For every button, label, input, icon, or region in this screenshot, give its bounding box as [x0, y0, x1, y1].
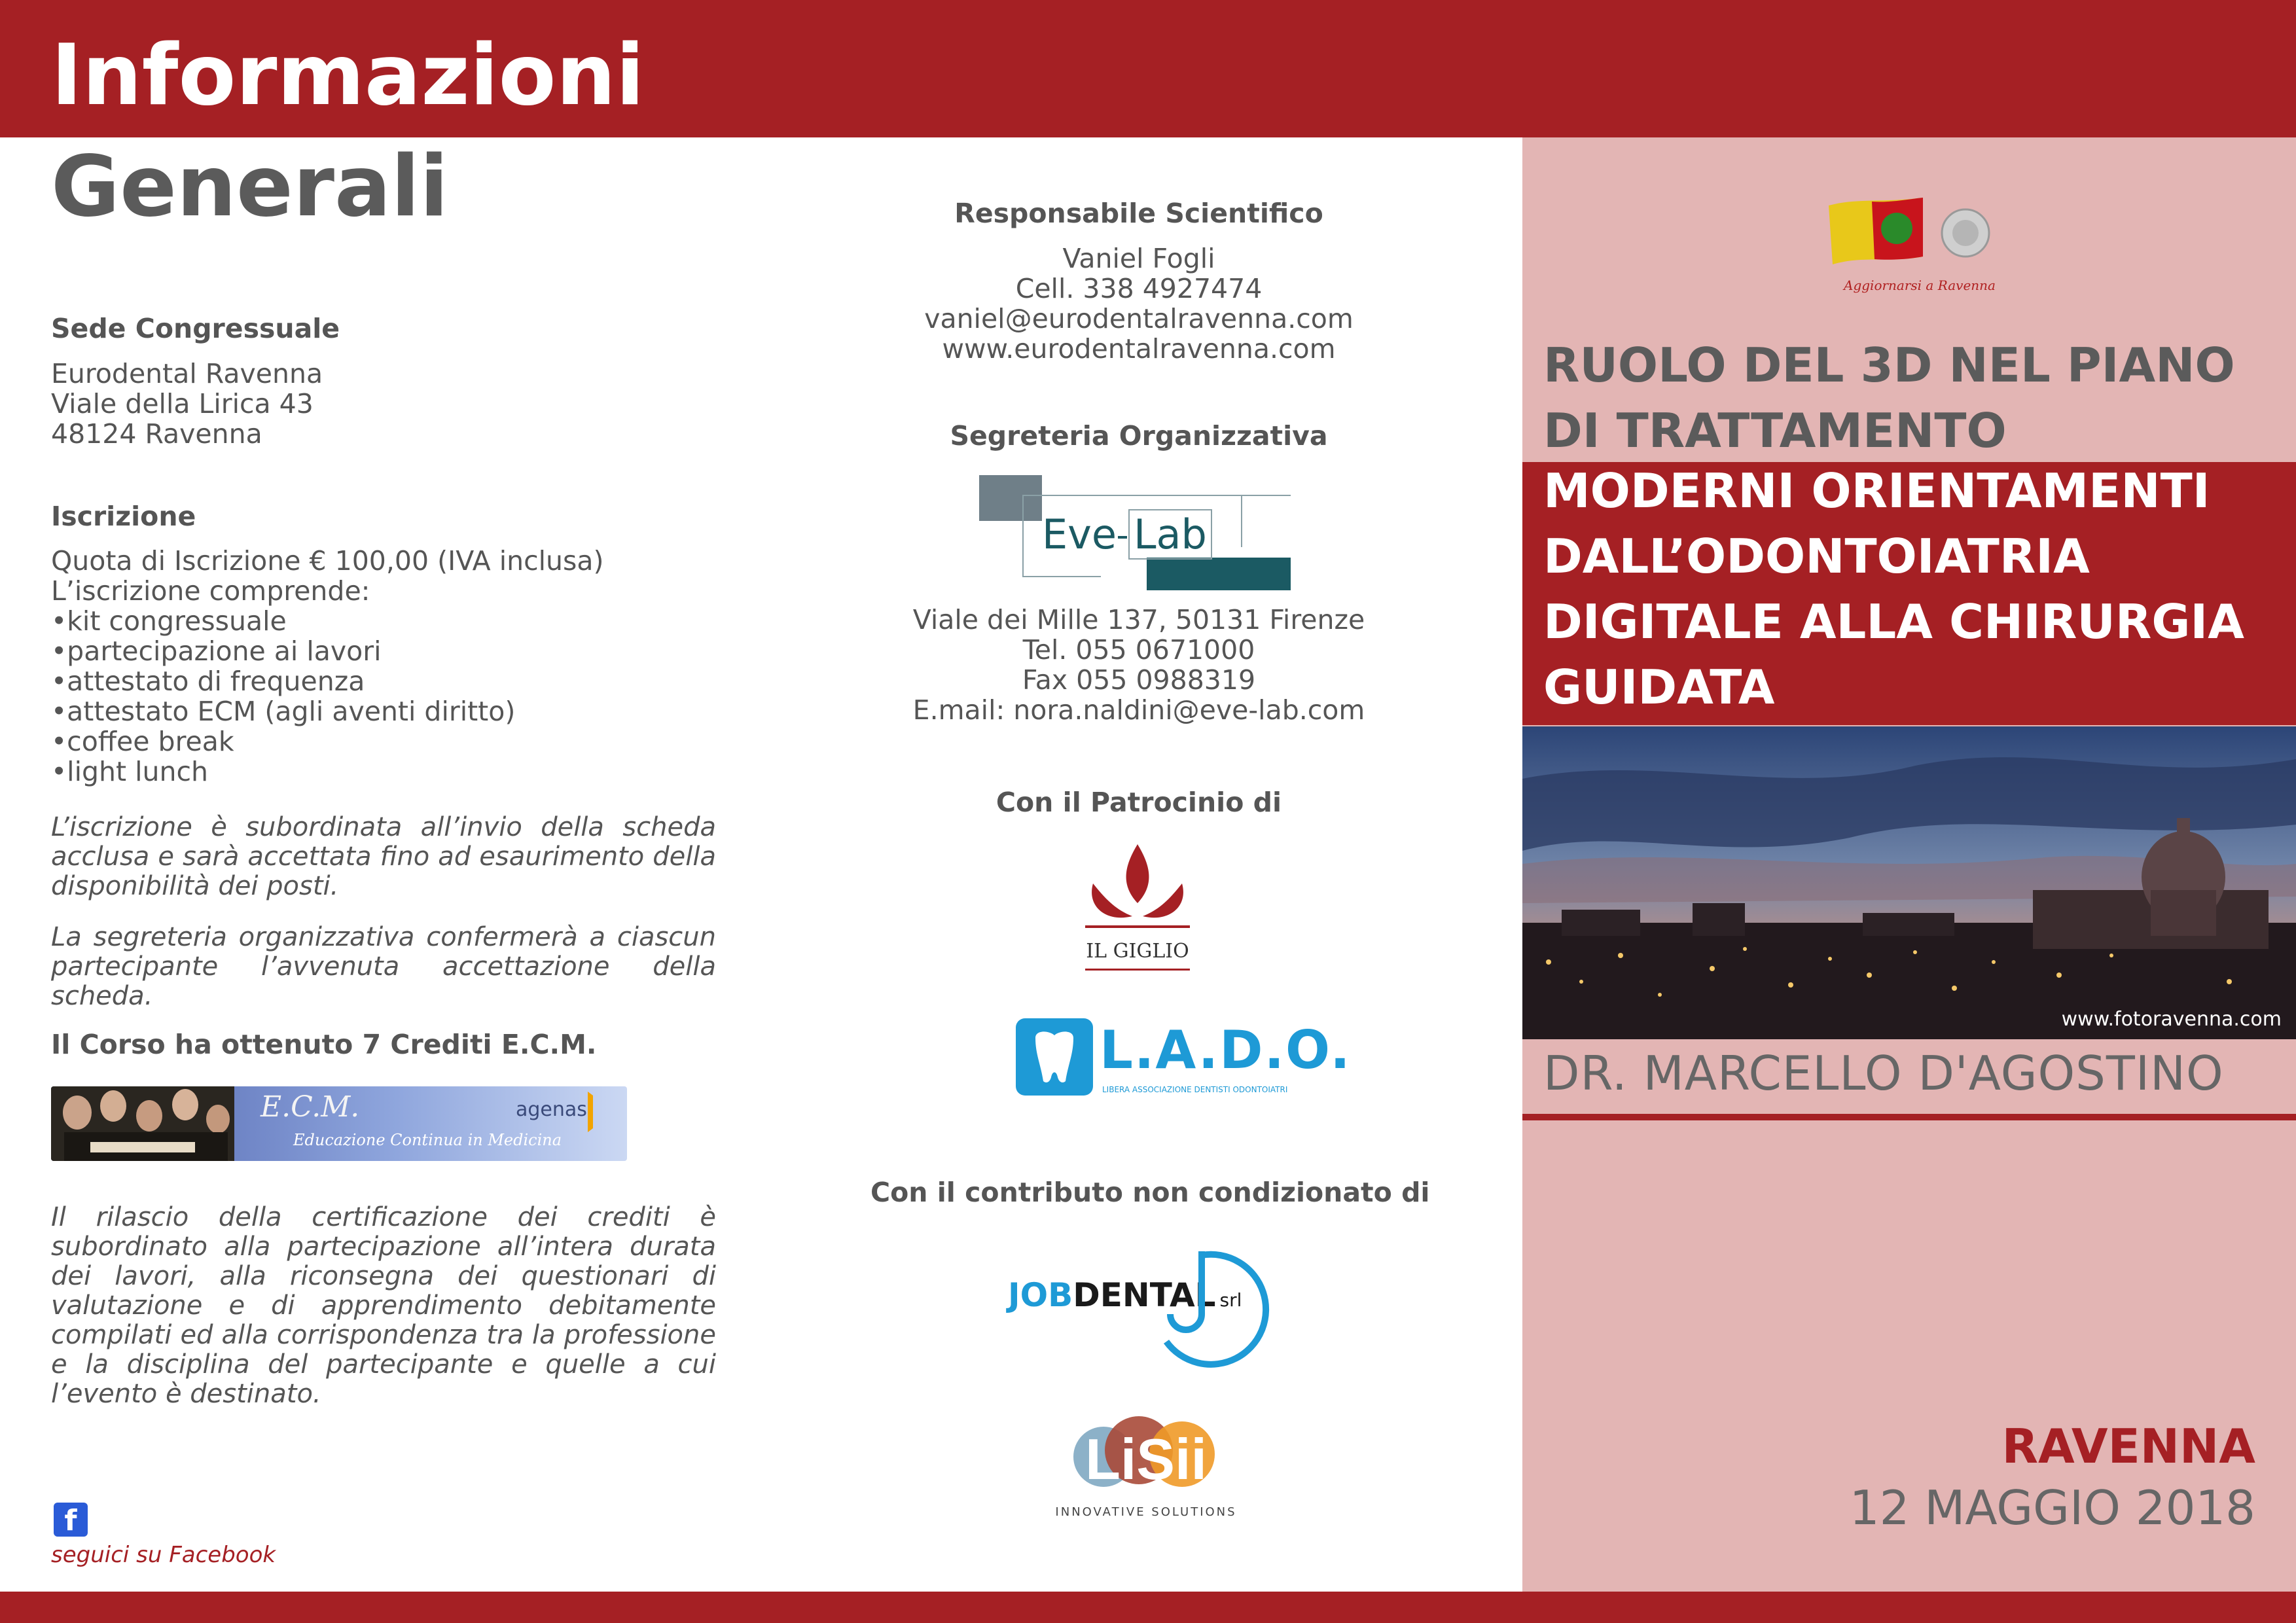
lisii-text: LiSii — [1085, 1427, 1207, 1491]
list-item: •attestato ECM (agli aventi diritto) — [51, 696, 516, 727]
facebook-link[interactable]: seguici su Facebook — [51, 1542, 276, 1568]
eve-lab-line — [1022, 576, 1101, 577]
sede-heading: Sede Congressuale — [51, 313, 340, 344]
eve-lab-logo — [979, 475, 1293, 593]
page-subtitle: Generali — [51, 138, 449, 236]
agenas-mark-icon — [588, 1092, 615, 1132]
sede-line: Viale della Lirica 43 — [51, 388, 314, 419]
lisii-logo — [1051, 1414, 1241, 1524]
lado-subtitle: LIBERA ASSOCIAZIONE DENTISTI ODONTOIATRI — [1102, 1085, 1288, 1094]
lado-tooth-icon — [1016, 1018, 1093, 1096]
responsabile-email[interactable]: vaniel@eurodentalravenna.com — [924, 303, 1354, 334]
iscrizione-line: L’iscrizione comprende: — [51, 575, 370, 607]
sede-block — [51, 359, 323, 449]
speaker-divider — [1522, 1114, 2296, 1120]
segreteria-tel: Tel. 055 0671000 — [1022, 634, 1255, 666]
eve-lab-line — [1241, 495, 1242, 547]
jobdental-logo — [1005, 1243, 1287, 1381]
segreteria-heading: Segreteria Organizzativa — [950, 420, 1328, 452]
list-item: •attestato di frequenza — [51, 666, 365, 697]
speaker-name: DR. MARCELLO D'AGOSTINO — [1543, 1046, 2224, 1101]
il-giglio-logo — [1080, 844, 1195, 972]
crest-flag-icon — [1825, 192, 2001, 277]
lisii-icon — [1051, 1414, 1241, 1499]
eve-lab-square-icon — [979, 475, 1042, 521]
lisii-tagline: INNOVATIVE SOLUTIONS — [1055, 1505, 1237, 1519]
responsabile-block — [870, 243, 1407, 364]
lado-logo — [1016, 1018, 1352, 1099]
sede-line: 48124 Ravenna — [51, 418, 262, 450]
eve-lab-line — [1022, 495, 1024, 577]
ecm-banner — [51, 1086, 627, 1161]
crest-caption: Aggiornarsi a Ravenna — [1844, 277, 1996, 293]
list-item: •kit congressuale — [51, 605, 287, 637]
page-title: Informazioni — [51, 27, 645, 124]
cover-title-main: MODERNI ORIENTAMENTI DALL’ODONTOIATRIA DIGITALE ALLA CHIRURGIA GUIDATA — [1543, 463, 2244, 715]
jobdental-text-dental: DENTAL — [1073, 1276, 1216, 1314]
city-skyline-image — [1522, 726, 2296, 1039]
eve-lab-text-1: Eve — [1042, 510, 1117, 558]
event-date: 12 MAGGIO 2018 — [1849, 1480, 2255, 1535]
segreteria-block — [870, 605, 1407, 725]
responsabile-phone: Cell. 338 4927474 — [1015, 273, 1263, 304]
event-city: RAVENNA — [2001, 1419, 2255, 1474]
patrocinio-heading: Con il Patrocinio di — [996, 787, 1282, 818]
segreteria-fax: Fax 055 0988319 — [1022, 664, 1256, 696]
list-item: •partecipazione ai lavori — [51, 635, 382, 667]
facebook-icon[interactable]: f — [54, 1503, 88, 1537]
giglio-icon — [1080, 844, 1195, 936]
eve-lab-wordmark — [1042, 510, 1212, 558]
giglio-label: IL GIGLIO — [1086, 940, 1189, 963]
ravenna-photo — [1522, 726, 2296, 1039]
footer-bar — [0, 1592, 2296, 1623]
jobdental-text-srl: srl — [1219, 1289, 1242, 1311]
responsabile-heading: Responsabile Scientifico — [954, 198, 1323, 229]
list-item: •coffee break — [51, 726, 234, 757]
lado-wordmark: L.A.D.O. — [1100, 1020, 1352, 1080]
ecm-heading: Il Corso ha ottenuto 7 Crediti E.C.M. — [51, 1029, 597, 1060]
iscrizione-note-1: L’iscrizione è subordinata all’invio della scheda acclusa e sarà accettata fino ad esaurimento della disponibilità dei posti. — [51, 812, 716, 901]
jobdental-text-job: JOB — [1008, 1276, 1073, 1314]
eve-lab-dash — [1118, 536, 1127, 539]
agenas-logo: agenas — [516, 1098, 587, 1121]
responsabile-name: Vaniel Fogli — [1062, 243, 1215, 274]
iscrizione-heading: Iscrizione — [51, 501, 196, 532]
photo-credit: www.fotoravenna.com — [2061, 1008, 2282, 1031]
list-item: •light lunch — [51, 756, 208, 787]
ecm-banner-subtitle: Educazione Continua in Medicina — [293, 1131, 562, 1149]
eve-lab-bar-icon — [1147, 558, 1291, 590]
eve-lab-line — [1022, 495, 1291, 496]
cover-title-top: RUOLO DEL 3D NEL PIANO DI TRATTAMENTO — [1543, 338, 2235, 458]
giglio-underline — [1085, 969, 1190, 971]
contributo-heading: Con il contributo non condizionato di — [870, 1177, 1430, 1208]
iscrizione-block — [51, 546, 603, 787]
segreteria-address: Viale dei Mille 137, 50131 Firenze — [912, 604, 1365, 635]
ecm-banner-title: E.C.M. — [260, 1090, 360, 1124]
tooth-shape-icon — [1016, 1018, 1093, 1096]
responsabile-website[interactable]: www.eurodentalravenna.com — [942, 333, 1336, 365]
iscrizione-note-2: La segreteria organizzativa confermerà a ciascun partecipante l’avvenuta accettazione della scheda. — [51, 922, 716, 1011]
jobdental-j-icon — [1156, 1243, 1287, 1381]
segreteria-email[interactable]: E.mail: nora.naldini@eve-lab.com — [912, 694, 1365, 726]
ecm-note: Il rilascio della certificazione dei crediti è subordinato alla partecipazione all’intera durata dei lavori, alla riconsegna dei questionari di valutazione e di apprendimento debitamente compilati ed alla corrispondenza tra la professione e la disciplina del partecipante e quelle a cui l’evento è destinato. — [51, 1202, 716, 1409]
sede-line: Eurodental Ravenna — [51, 358, 323, 389]
eve-lab-text-2: Lab — [1128, 509, 1212, 560]
iscrizione-line: Quota di Iscrizione € 100,00 (IVA inclusa) — [51, 545, 604, 577]
crest-logo — [1825, 192, 2001, 297]
